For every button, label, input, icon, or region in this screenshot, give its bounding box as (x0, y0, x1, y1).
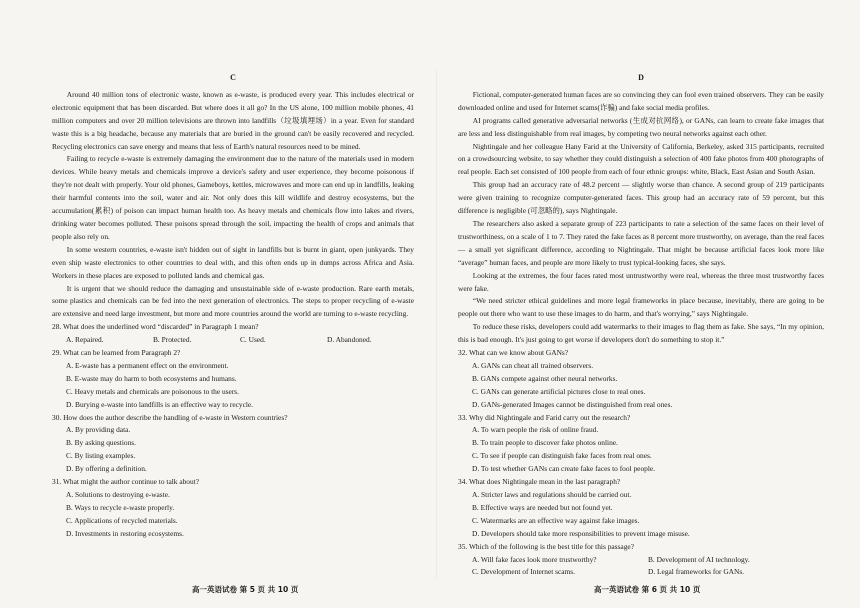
question-stem: 32. What can we know about GANs? (458, 348, 569, 358)
passage-paragraph: The researchers also asked a separate group of 223 participants to rate a selection of the same faces on their level of trustworthiness, on a scale of 1 to 7. They rated the fake faces as 8 percent more trustworthy, on average, than the real faces — a small yet significant difference, according to Nightingale. That might be because artificial faces look more like “average” human faces, and people are more likely to trust typical-looking faces, she says. (458, 218, 824, 267)
passage-paragraph: Nightingale and her colleague Hany Farid at the University of California, Berkeley, asked 315 participants, recruited on a crowdsourcing website, to say whether they could distinguish a selection of 400 fake photos from 400 photographs of real people. Each set consisted of 100 people from each of four ethnic groups: white, Black, East Asian and South Asian. (458, 141, 824, 177)
answer-option[interactable]: C. Applications of recycled materials. (66, 515, 178, 525)
passage-paragraph: Fictional, computer-generated human faces are so convincing they can fool even trained observers. They can be easily downloaded online and used for Internet scams(诈骗) and fake social media profiles. (458, 89, 824, 112)
question-stem: 30. How does the author describe the handling of e-waste in Western countries? (52, 412, 288, 422)
answer-option[interactable]: C. GANs can generate artificial pictures close to real ones. (472, 386, 646, 396)
answer-option[interactable]: A. E-waste has a permanent effect on the environment. (66, 360, 229, 370)
answer-option[interactable]: D. Legal frameworks for GANs. (648, 567, 745, 577)
answer-option[interactable]: D. Investments in restoring ecosystems. (66, 528, 184, 538)
answer-option[interactable]: B. GANs compete against other neural networks. (472, 373, 618, 383)
answer-option[interactable]: D. To test whether GANs can create fake faces to fool people. (472, 464, 656, 474)
question-stem: 28. What does the underlined word “discarded” in Paragraph 1 mean? (52, 322, 259, 332)
page-footer-left: 高一英语试卷 第 5 页 共 10 页 (192, 585, 299, 594)
answer-option[interactable]: D. By offering a definition. (66, 464, 147, 474)
answer-option[interactable]: A. GANs can cheat all trained observers. (472, 360, 594, 370)
passage-paragraph: AI programs called generative adversarial networks (生成对抗网络), or GANs, can learn to create fake images that are less and less distinguishable from real images, by competing two neural networks against each other. (458, 115, 824, 138)
page-footer-right: 高一英语试卷 第 6 页 共 10 页 (594, 585, 701, 594)
answer-option[interactable]: C. To see if people can distinguish fake faces from real ones. (472, 451, 652, 461)
answer-option[interactable]: C. Development of Internet scams. (472, 567, 576, 577)
answer-option[interactable]: A. By providing data. (66, 425, 131, 435)
passage-paragraph: Failing to recycle e-waste is extremely damaging the environment due to the nature of the materials used in modern devices. While heavy metals and chemicals improve a device's safety and user experience, they become poisonous if they're not dealt with properly. Your old phones, Gameboys, kettles, microwaves and more can end up in landfills, leaking their harmful contents into the soil, water and air. Not only does this kill wildlife and destroy ecosystems, but the accumulation(累积) of poison can impact human health too. As heavy metals and chemicals flow into lakes and rivers, drinking water becomes polluted. These poisons spread through the soil, impacting the health of crops and animals that people also rely on. (52, 154, 414, 241)
passage-paragraph: “We need stricter ethical guidelines and more legal frameworks in place because, inevitably, there are going to be people out there who want to use these images to do harm, and that's worrying,” says Nightingale. (458, 296, 824, 319)
passage-paragraph: This group had an accuracy rate of 48.2 percent — slightly worse than chance. A second group of 219 participants were given training to recognize computer-generated faces. This group had an accuracy rate of 59 percent, but this difference is negligible (可忽略的), says Nightingale. (458, 180, 824, 216)
question-stem: 31. What might the author continue to talk about? (52, 477, 200, 487)
question-stem: 33. Why did Nightingale and Farid carry out the research? (458, 412, 631, 422)
question-stem: 34. What does Nightingale mean in the last paragraph? (458, 477, 621, 487)
passage-c-column (52, 72, 414, 541)
passage-paragraph: It is urgent that we should reduce the damaging and unsustainable side of e-waste production. Rare earth metals, some plastics and chemicals can be fed into the next generation of electronics. The steps to proper recycling of e-waste are extensive and need large investment, but more and more countries around the world are turning to e-waste recycling. (52, 283, 414, 319)
section-title-d: D (638, 73, 644, 82)
answer-option[interactable]: C. Watermarks are an effective way against fake images. (472, 515, 640, 525)
answer-option[interactable]: C. By listing examples. (66, 451, 136, 461)
answer-option[interactable]: A. Repaired. (66, 335, 104, 345)
answer-option[interactable]: A. Stricter laws and regulations should be carried out. (472, 490, 632, 499)
passage-d-column (458, 72, 824, 579)
answer-option[interactable]: B. Development of AI technology. (648, 554, 750, 564)
section-title-c: C (230, 73, 236, 82)
answer-option[interactable]: B. Protected. (153, 335, 192, 345)
passage-paragraph: To reduce these risks, developers could add watermarks to their images to flag them as fake. She says, “In my opinion, this is bad enough. It's just going to get worse if developers don't do something to stop it.” (458, 322, 824, 345)
passage-paragraph: In some western countries, e-waste isn't hidden out of sight in landfills but is burnt in giant, open junkyards. They even ship waste electronics to other countries to deal with, and this often ends up in dumps across Africa and Asia. Workers in these places are exposed to polluted lands and chemical gas. (52, 244, 414, 280)
answer-option[interactable]: A. Will fake faces look more trustworthy? (472, 554, 597, 564)
question-stem: 35. Which of the following is the best title for this passage? (458, 541, 634, 551)
answer-option[interactable]: D. GANs-generated Images cannot be distinguished from real ones. (472, 399, 673, 409)
answer-option[interactable]: B. E-waste may do harm to both ecosystems and humans. (66, 373, 237, 383)
question-stem: 29. What can be learned from Paragraph 2? (52, 348, 181, 358)
answer-options (458, 554, 824, 580)
answer-option[interactable]: C. Used. (240, 335, 266, 345)
answer-option[interactable]: D. Developers should take more responsibilities to prevent image misuse. (472, 528, 690, 538)
answer-option[interactable]: A. To warn people the risk of online fraud. (472, 425, 599, 435)
answer-option[interactable]: B. Effective ways are needed but not found yet. (472, 502, 613, 512)
answer-options (52, 334, 414, 347)
answer-option[interactable]: D. Burying e-waste into landfills is an effective way to recycle. (66, 399, 254, 409)
passage-paragraph: Looking at the extremes, the four faces rated most untrustworthy were real, whereas the three most trustworthy faces were fake. (458, 270, 824, 293)
passage-paragraph: Around 40 million tons of electronic waste, known as e-waste, is produced every year. This includes electrical or electronic equipment that has been discarded. But where does it all go? In the US alone, 100 million mobile phones, 41 million computers and over 20 million televisions are thrown into landfills（垃圾填埋场）in a year. Even for standard waste this is a big headache, because any materials that are buried in the ground can't be easily recovered and recycled. Recycling electronics can save energy and means that less of Earth's natural resources need to be mined. (52, 89, 414, 151)
answer-option[interactable]: B. Ways to recycle e-waste properly. (66, 502, 175, 512)
answer-option[interactable]: D. Abandoned. (327, 335, 372, 345)
answer-option[interactable]: A. Solutions to destroying e-waste. (66, 490, 170, 499)
answer-option[interactable]: B. To train people to discover fake photos online. (472, 438, 618, 448)
answer-option[interactable]: B. By asking questions. (66, 438, 137, 448)
page-divider (436, 70, 437, 580)
answer-option[interactable]: C. Heavy metals and chemicals are poisonous to the users. (66, 386, 240, 396)
